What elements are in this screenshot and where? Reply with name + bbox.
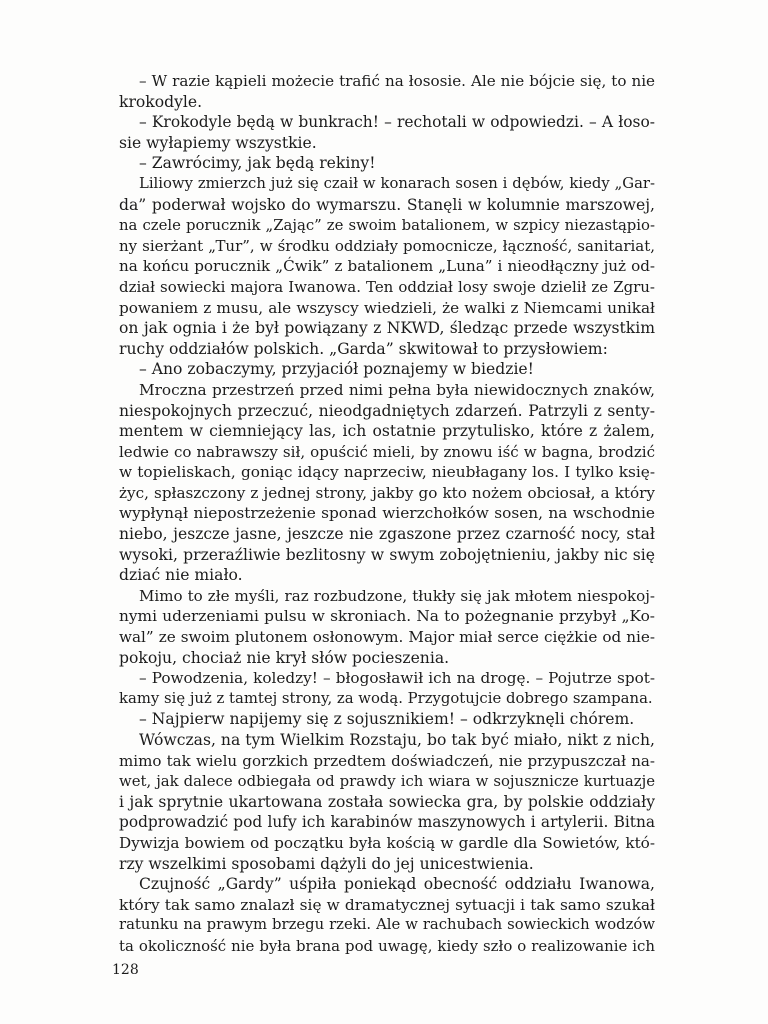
text-line: – Zawrócimy, jak będą rekiny! xyxy=(139,154,376,173)
text-line: podprowadzić pod lufy ich karabinów maszynowych i artylerii. Bitna xyxy=(119,813,655,832)
text-line: da” poderwał wojsko do wymarszu. Stanęli w kolumnie marszowej, xyxy=(119,195,655,214)
text-line: na końcu porucznik „Ćwik” z batalionem „Luna” i nieodłączny już od- xyxy=(119,257,655,276)
text-line: kamy się już z tamtej strony, za wodą. Przygotujcie dobrego szampana. xyxy=(119,689,653,707)
text-line: ruchy oddziałów polskich. „Garda” skwitował to przysłowiem: xyxy=(119,339,608,358)
text-line: Wówczas, na tym Wielkim Rozstaju, bo tak być miało, nikt z nich, xyxy=(139,731,655,749)
text-line: powaniem z musu, ale wszyscy wiedzieli, że walki z Niemcami unikał xyxy=(119,298,655,317)
text-line: na czele porucznik „Zając” ze swoim batalionem, w szpicy niezastąpio- xyxy=(119,216,655,235)
text-line: Liliowy zmierzch już się czaił w konarach sosen i dębów, kiedy „Gar- xyxy=(139,174,655,192)
text-line: sie wyłapiemy wszystkie. xyxy=(119,133,317,152)
text-line: i jak sprytnie ukartowana została sowiecka gra, by polskie oddziały xyxy=(119,792,655,811)
text-line: – Krokodyle będą w bunkrach! – rechotali w odpowiedzi. – A łoso- xyxy=(139,113,655,132)
text-line: pokoju, chociaż nie krył słów pocieszenia. xyxy=(119,648,450,667)
text-line: Mimo to złe myśli, raz rozbudzone, tłukły się jak młotem niespokoj- xyxy=(139,586,655,605)
text-line: niespokojnych przeczuć, nieodgadniętych zdarzeń. Patrzyli z senty- xyxy=(119,401,655,420)
text-line: życ, spłaszczony z jednej strony, jakby go kto nożem obciosał, a który xyxy=(119,483,655,502)
text-line: Dywizja bowiem od początku była kością w gardle dla Sowietów, któ- xyxy=(119,833,655,852)
text-line: w topieliskach, goniąc idący naprzeciw, nieubłagany los. I tylko księ- xyxy=(119,463,655,482)
text-line: który tak samo znalazł się w dramatycznej sytuacji i tak samo szukał xyxy=(119,895,655,914)
text-line: – W razie kąpieli możecie trafić na łososie. Ale nie bójcie się, to nie xyxy=(139,72,655,90)
text-line: – Najpierw napijemy się z sojusznikiem! – odkrzyknęli chórem. xyxy=(139,710,635,729)
text-line: – Powodzenia, koledzy! – błogosławił ich na drogę. – Pojutrze spot- xyxy=(139,669,655,688)
text-line: dziać nie miało. xyxy=(119,566,243,585)
text-line: nymi uderzeniami pulsu w skroniach. Na to pożegnanie przybył „Ko- xyxy=(119,607,655,626)
text-line: ratunku na prawym brzegu rzeki. Ale w rachubach sowieckich wodzów xyxy=(119,916,655,934)
text-line: dział sowiecki majora Iwanowa. Ten oddział losy swoje dzielił ze Zgru- xyxy=(119,277,655,296)
text-line: rzy wszelkimi sposobami dążyli do jej unicestwienia. xyxy=(119,854,534,873)
text-line: Czujność „Gardy” uśpiła poniekąd obecność oddziału Iwanowa, xyxy=(139,875,655,894)
text-line: krokodyle. xyxy=(119,92,203,111)
text-line: mimo tak wielu gorzkich przedtem doświadczeń, nie przypuszczał na- xyxy=(119,751,655,770)
text-line: on jak ognia i że był powiązany z NKWD, śledząc przede wszystkim xyxy=(119,319,655,338)
text-line: ta okoliczność nie była brana pod uwagę, kiedy szło o realizowanie ich xyxy=(119,936,655,955)
text-line: wysoki, przeraźliwie bezlitosny w swym zobojętnieniu, jakby nic się xyxy=(119,545,655,564)
text-line: wypłynął niepostrzeżenie sponad wierzchołków sosen, na wschodnie xyxy=(119,504,655,523)
text-line: ledwie co nabrawszy sił, opuścić mieli, by znowu iść w bagna, brodzić xyxy=(119,442,655,461)
text-line: – Ano zobaczymy, przyjaciół poznajemy w biedzie! xyxy=(139,360,534,379)
text-line: mentem w ciemniejący las, ich ostatnie przytulisko, które z żalem, xyxy=(119,422,655,441)
text-line: Mroczna przestrzeń przed nimi pełna była niewidocznych znaków, xyxy=(139,380,655,399)
page-number: 128 xyxy=(112,962,139,978)
text-line: wet, jak dalece odbiegała od prawdy ich wiara w sojusznicze kurtuazje xyxy=(119,772,655,791)
text-line: niebo, jeszcze jasne, jeszcze nie zgaszone przez czarność nocy, stał xyxy=(119,525,655,544)
text-line: ny sierżant „Tur”, w środku oddziały pomocnicze, łączność, sanitariat, xyxy=(119,236,655,255)
body-text xyxy=(119,71,655,957)
text-line: wal” ze swoim plutonem osłonowym. Major miał serce ciężkie od nie- xyxy=(119,628,655,647)
